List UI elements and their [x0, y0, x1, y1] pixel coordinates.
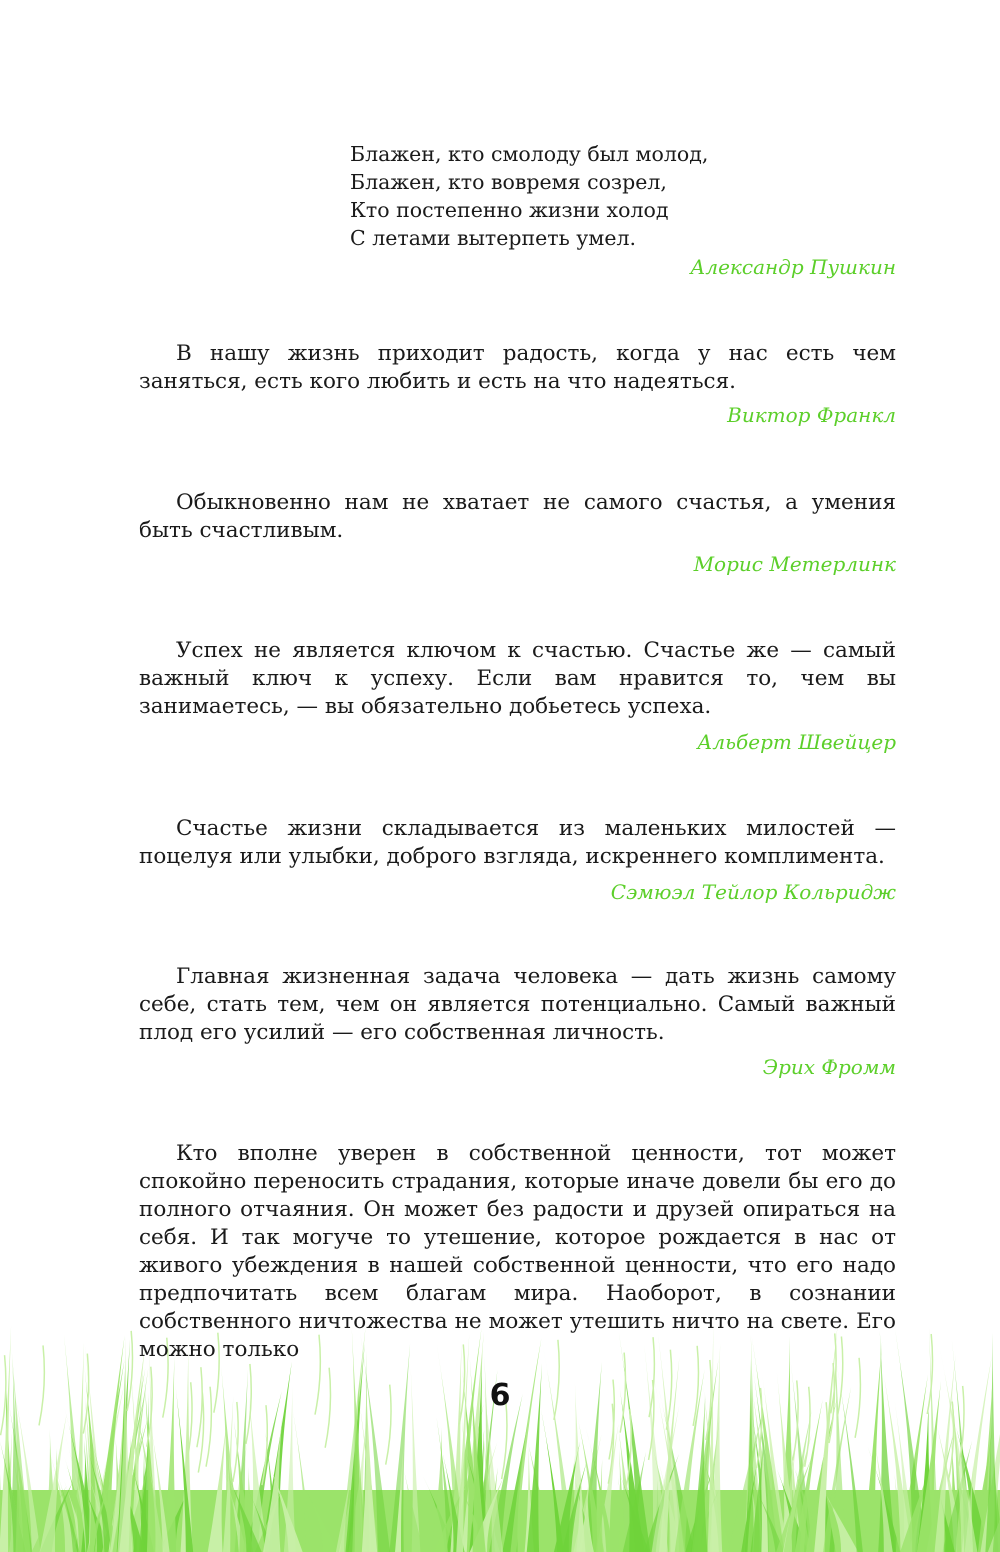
quote-text: Счастье жизни складывается из маленьких милостей — поцелуя или улыбки, доброго взгляда, искреннего комплимента.	[139, 816, 896, 869]
quote-text: В нашу жизнь приходит радость, когда у нас есть чем заняться, есть кого любить и есть на что надеяться.	[139, 341, 896, 394]
quote-text: Обыкновенно нам не хватает не самого счастья, а умения быть счастливым.	[139, 490, 896, 543]
poem-line: Блажен, кто вовремя созрел,	[350, 170, 667, 194]
quote-author: Эрих Фромм	[762, 1055, 896, 1079]
page-number: 6	[489, 1378, 511, 1413]
poem-line: Кто постепенно жизни холод	[350, 198, 669, 222]
quote-author: Виктор Франкл	[727, 403, 896, 427]
poem-line: Блажен, кто смолоду был молод,	[350, 142, 709, 166]
quote-text: Главная жизненная задача человека — дать жизнь самому себе, стать тем, чем он является потенциально. Самый важный плод его усилий — его собственная личность.	[139, 964, 896, 1045]
poem	[350, 140, 910, 252]
quote-author: Александр Пушкин	[690, 255, 896, 279]
quote-author: Морис Метерлинк	[693, 552, 896, 576]
quote-author: Сэмюэл Тейлор Кольридж	[610, 880, 896, 904]
quote-author: Альберт Швейцер	[697, 730, 896, 754]
quote-text: Кто вполне уверен в собственной ценности, тот может спокойно переносить страдания, которые иначе довели бы его до полного отчаяния. Он может без радости и друзей опираться на себя. И так могуче то утешение, которое рождается в нас от живого убеждения в нашей собственной ценности, что его надо предпочитать всем благам мира. Наоборот, в сознании собственного ничтожества не может утешить ничто на свете. Его можно только	[139, 1141, 896, 1362]
quote-text: Успех не является ключом к счастью. Счастье же — самый важный ключ к успеху. Если вам нравится то, чем вы занимаетесь, — вы обязательно добьетесь успеха.	[139, 638, 896, 719]
poem-line: С летами вытерпеть умел.	[350, 226, 636, 250]
